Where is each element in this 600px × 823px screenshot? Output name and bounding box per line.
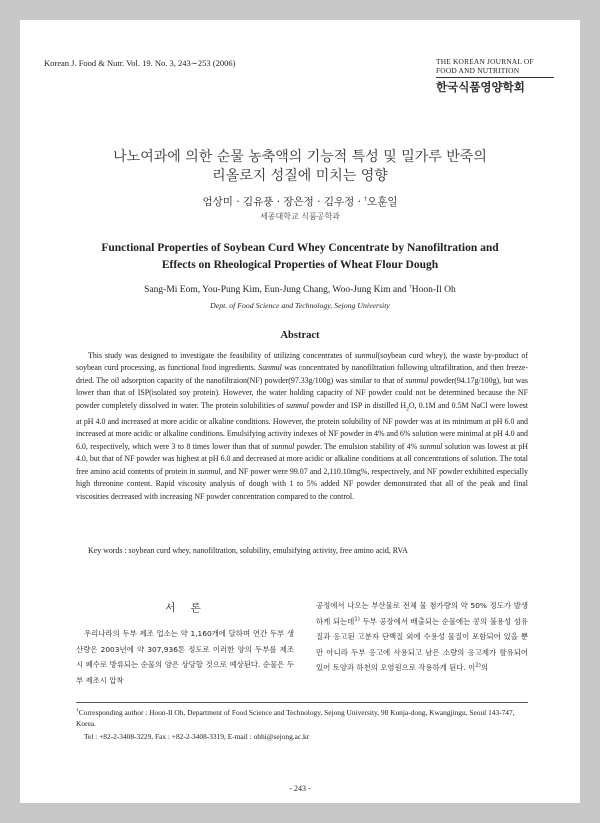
authors-korean-names: 엄상미 · 김유풍 · 장은정 · 김우정 ·	[202, 196, 361, 208]
affiliation-english: Dept. of Food Science and Technology, Sejong University	[210, 301, 390, 310]
footnote-contact: Tel : +82-2-3408-3229, Fax : +82-2-3408-3319, E-mail : ohhi@sejong.ac.kr	[84, 732, 310, 741]
journal-rule	[436, 77, 554, 78]
corresponding-author-english: Hoon-Il Oh	[411, 285, 456, 295]
title-english-line2: Effects on Rheological Properties of Wheat Flour Dough	[161, 259, 439, 271]
footnote-corresponding-author: †Corresponding author : Hoon-Il Oh, Department of Food Science and Technology, Sejong University, 98 Kunja-dong, Kwangjingu, Seoul 143-747, Korea.	[76, 707, 515, 728]
section-heading-introduction: 서 론	[165, 602, 207, 614]
journal-name-line1: THE KOREAN JOURNAL OF	[436, 57, 534, 66]
corresponding-author-korean: 오훈일	[367, 196, 398, 208]
journal-name-line2: FOOD AND NUTRITION	[436, 66, 520, 75]
corresponding-mark: †	[364, 196, 368, 203]
journal-name-korean: 한국식품영양학회	[436, 80, 525, 94]
abstract-heading: Abstract	[280, 330, 320, 341]
abstract-body: This study was designed to investigate the feasibility of utilizing concentrates of sunmul(soybean curd whey), the waste by-product of soybean curd processing, as functional food ingredients. Sunmul was concentrated by nanofiltration following ultrafiltration, and then freeze-dried. The oil adsorption capacity of the nanofiltraion(NF) powder(97.33g/100g) was similar to that of sunmul powder(94.17g/100g), but was lower than that of ISP(isolated soy protein). However, the water holding capacity of NF powder could not be determined because the NF powder completely dissolved in water. The protein solubilities of sunmul powder and ISP in distilled $H_2O$, 0.1M and 0.5M NaCl were lowest at pH 4.0 and increased at more acidic or alkaline conditions. However, the protein solubility of NF powder was at its minimum at pH 6.0 and increased at more acidic or alkaline conditions. Emulsifying activity indexes of NF powder in 4% and 6% solution were minimal at pH 4.0 and 6.0, respectively, which were 3 to 8 times lower than that of sunmul powder. The emulsion stability of 4% sunmul solution was lowest at pH 4.0, but that of NF powder was highest at pH 6.0 and decreased at more acidic or alkaline conditions at all concentrations of solution. The total free amino acid contents of protein in sunmul, and NF power were 99.07 and 2,110.10mg%, respectively, and NF powder exhibited especially high threonine content. Rapid viscosity analysis of dough with 1 to 5% added NF powder demonstrated that all of the peak and final viscosities decreased with increasing NF powder concentration compared to the control.	[76, 351, 529, 501]
footnote-divider	[76, 702, 528, 703]
affiliation-korean: 세종대학교 식품공학과	[260, 212, 340, 221]
corresponding-mark-en: †	[408, 283, 412, 290]
title-korean-line2: 리올로지 성질에 미치는 영향	[212, 168, 388, 184]
authors-english-names: Sang-Mi Eom, You-Pung Kim, Eun-Jung Chang, Woo-Jung Kim and	[144, 285, 407, 295]
intro-left-column: 우리나라의 두부 제조 업소는 약 1,160개에 달하며 연간 두부 생산량은 2003년에 약 307,936톤 정도로 이러한 양의 두부를 제조시 폐수로 방류되는 순물의 양은 상당할 것으로 예상된다. 순물은 두부 제조시 압착	[76, 629, 294, 685]
title-english	[44, 240, 556, 274]
page-number: - 243 -	[289, 784, 311, 793]
title-english-line1: Functional Properties of Soybean Curd Whey Concentrate by Nanofiltration and	[101, 242, 499, 254]
title-korean	[40, 148, 560, 186]
title-korean-line1: 나노여과에 의한 순물 농축액의 기능적 특성 및 밀가루 반죽의	[113, 149, 487, 165]
intro-right-column: 공정에서 나오는 부산물로 전체 물 첨가량의 약 50% 정도가 발생하게 되는데$^{1)}$ 두부 공장에서 배출되는 순물에는 콩의 불용성 섬유질과 응고된 고분자 단백질 외에 수용성 물질이 포함되어 있을 뿐만 아니라 두부 응고에 사용되고 남은 소량의 응고제가 함유되어 있어 토양과 하천의 오염원으로 작용하게 된다. 이$^{2)}$의	[316, 601, 529, 672]
authors-english	[44, 285, 556, 295]
journal-name-block	[436, 57, 556, 95]
keywords: Key words : soybean curd whey, nanofiltration, solubility, emulsifying activity, free amino acid, RVA	[88, 546, 408, 555]
journal-citation: Korean J. Food & Nutr. Vol. 19. No. 3, 243∼253 (2006)	[44, 58, 236, 68]
authors-korean	[40, 194, 560, 209]
